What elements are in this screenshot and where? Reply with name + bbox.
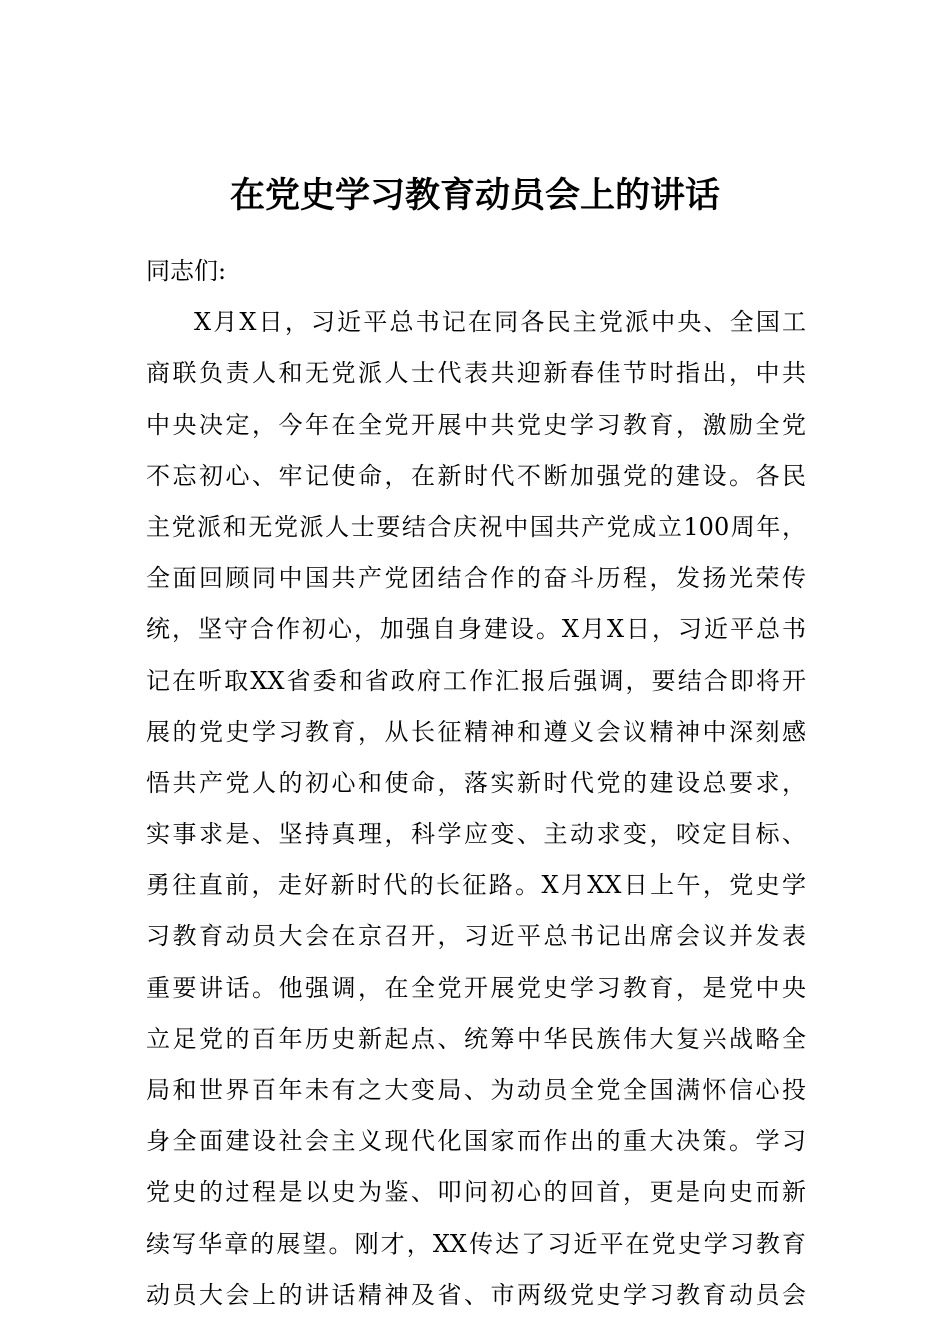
paragraph-line: 立足党的百年历史新起点、统筹中华民族伟大复兴战略全	[146, 1024, 806, 1053]
paragraph-line: 勇往直前，走好新时代的长征路。X月XX日上午，党史学	[146, 871, 806, 900]
paragraph-line: 商联负责人和无党派人士代表共迎新春佳节时指出，中共	[146, 359, 806, 388]
paragraph-line: 统，坚守合作初心，加强自身建设。X月X日，习近平总书	[146, 615, 806, 644]
paragraph-line: 全面回顾同中国共产党团结合作的奋斗历程，发扬光荣传	[146, 564, 806, 593]
paragraph-line: 实事求是、坚持真理，科学应变、主动求变，咬定目标、	[146, 820, 806, 849]
paragraph-line: 记在听取XX省委和省政府工作汇报后强调，要结合即将开	[146, 666, 806, 695]
paragraph-line: 悟共产党人的初心和使命，落实新时代党的建设总要求，	[146, 768, 806, 797]
paragraph-line: 续写华章的展望。刚才，XX传达了习近平在党史学习教育	[146, 1229, 806, 1258]
paragraph-line: 习教育动员大会在京召开，习近平总书记出席会议并发表	[146, 922, 806, 951]
paragraph-line: X月X日，习近平总书记在同各民主党派中央、全国工	[194, 308, 806, 337]
document-body	[146, 246, 806, 1321]
paragraph-line: 重要讲话。他强调，在全党开展党史学习教育，是党中央	[146, 973, 806, 1002]
paragraph-line: 党史的过程是以史为鉴、叩问初心的回首，更是向史而新	[146, 1178, 806, 1207]
paragraph-line: 局和世界百年未有之大变局、为动员全党全国满怀信心投	[146, 1076, 806, 1104]
paragraph-line: 中央决定，今年在全党开展中共党史学习教育，激励全党	[146, 410, 806, 439]
paragraph-line: 展的党史学习教育，从长征精神和遵义会议精神中深刻感	[146, 717, 806, 746]
salutation: 同志们:	[146, 257, 227, 285]
paragraph-line: 身全面建设社会主义现代化国家而作出的重大决策。学习	[146, 1127, 806, 1156]
paragraph-line: 动员大会上的讲话精神及省、市两级党史学习教育动员会	[146, 1280, 806, 1309]
document-title: 在党史学习教育动员会上的讲话	[229, 175, 720, 216]
paragraph-line: 主党派和无党派人士要结合庆祝中国共产党成立100周年，	[146, 512, 806, 541]
paragraph-line: 不忘初心、牢记使命，在新时代不断加强党的建设。各民	[146, 461, 806, 490]
